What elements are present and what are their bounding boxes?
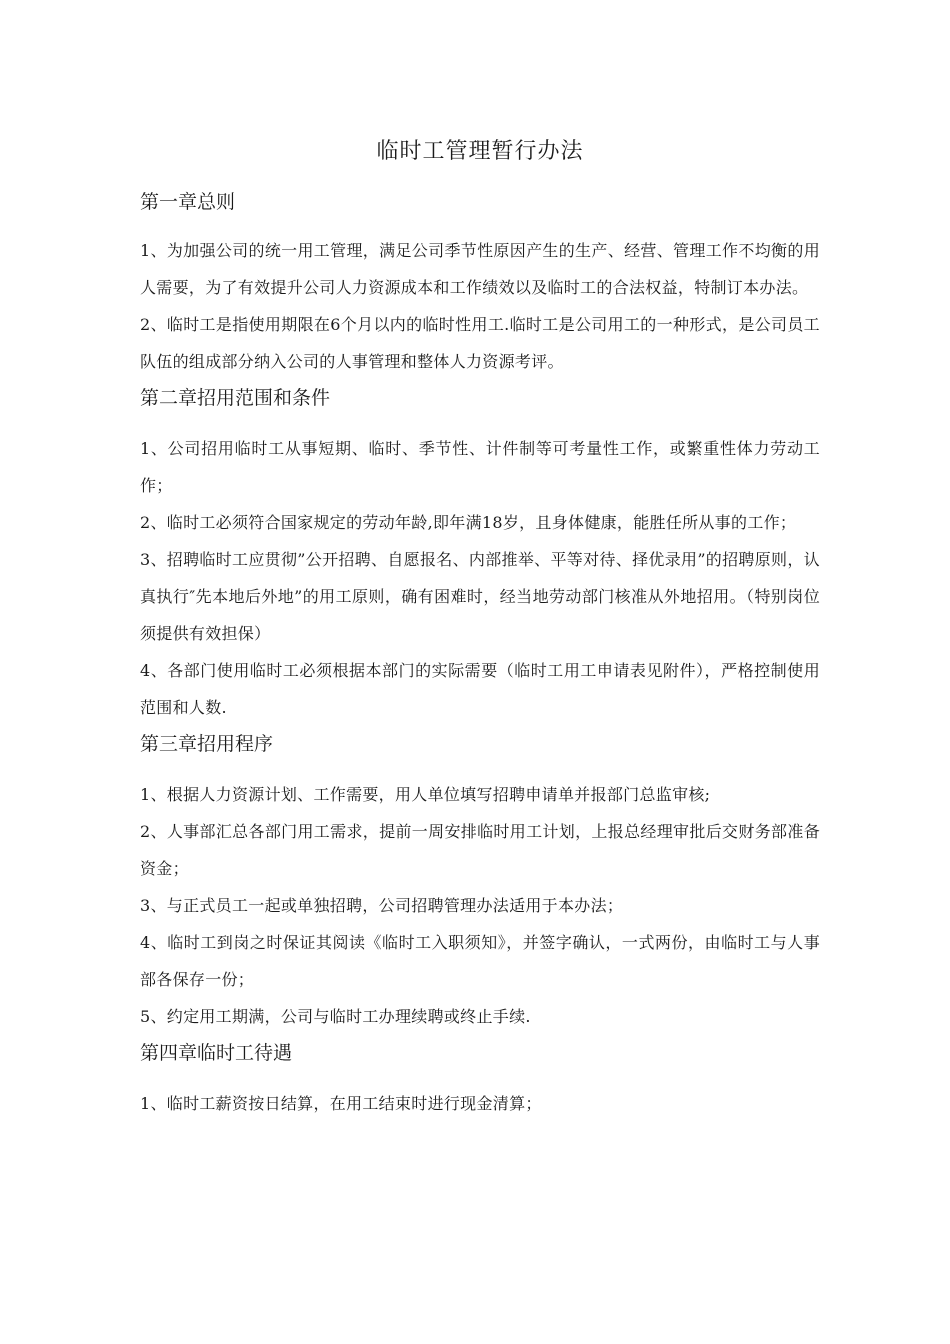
chapter-heading: 第一章总则 [140,191,236,213]
document-title: 临时工管理暂行办法 [376,139,584,164]
paragraph: 1、公司招用临时工从事短期、临时、季节性、计件制等可考量性工作，或繁重性体力劳动工作； [140,439,820,495]
paragraph: 2、人事部汇总各部门用工需求，提前一周安排临时用工计划，上报总经理审批后交财务部准备资金； [140,822,820,878]
chapter-heading: 第二章招用范围和条件 [140,387,331,409]
paragraph: 1、根据人力资源计划、工作需要，用人单位填写招聘申请单并报部门总监审核; [140,785,711,804]
paragraph: 5、约定用工期满，公司与临时工办理续聘或终止手续. [140,1007,531,1026]
paragraph: 4、临时工到岗之时保证其阅读《临时工入职须知》，并签字确认，一式两份，由临时工与人事部各保存一份； [140,933,820,989]
chapter-2 [140,380,820,726]
paragraph: 2、临时工是指使用期限在6个月以内的临时性用工.临时工是公司用工的一种形式，是公司员工队伍的组成部分纳入公司的人事管理和整体人力资源考评。 [140,315,820,371]
paragraph: 1、临时工薪资按日结算，在用工结束时进行现金清算； [140,1094,542,1113]
chapter-heading: 第三章招用程序 [140,733,274,755]
chapter-4 [140,1035,820,1122]
paragraph: 3、招聘临时工应贯彻”公开招聘、自愿报名、内部推举、平等对待、择优录用”的招聘原则，认真执行″先本地后外地”的用工原则，确有困难时，经当地劳动部门核准从外地招用。（特别岗位须提供有效担保） [140,550,820,643]
paragraph: 2、临时工必须符合国家规定的劳动年龄,即年满18岁，且身体健康，能胜任所从事的工作； [140,513,797,532]
document-page [140,130,820,1122]
chapter-1 [140,184,820,380]
paragraph: 4、各部门使用临时工必须根据本部门的实际需要（临时工用工申请表见附件），严格控制使用范围和人数. [140,661,820,717]
chapter-3 [140,726,820,1035]
paragraph: 1、为加强公司的统一用工管理，满足公司季节性原因产生的生产、经营、管理工作不均衡的用人需要，为了有效提升公司人力资源成本和工作绩效以及临时工的合法权益，特制订本办法。 [140,241,820,297]
paragraph: 3、与正式员工一起或单独招聘，公司招聘管理办法适用于本办法； [140,896,624,915]
chapter-heading: 第四章临时工待遇 [140,1042,293,1064]
